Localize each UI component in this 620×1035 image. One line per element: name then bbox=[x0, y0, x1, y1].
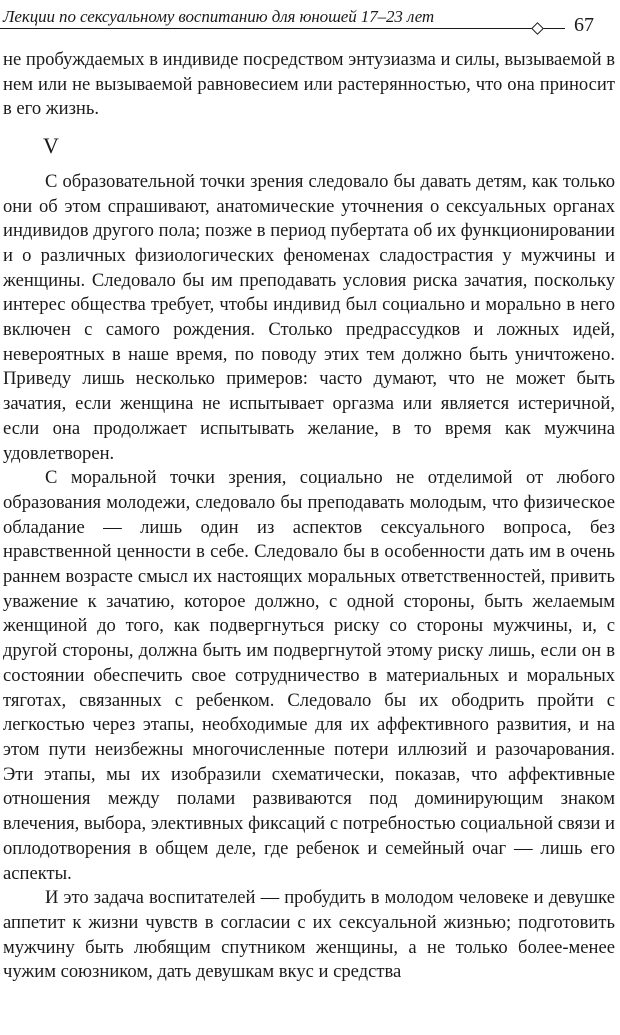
section-heading: V bbox=[43, 133, 59, 159]
paragraph: С образовательной точки зрения следовало бы давать детям, как только они об этом спрашивают, анатомические уточнения о сексуальных органах индивидов другого пола; позже в период пубертата об их функционировании и о различных физиологических феноменах сладострастия у мужчины и женщины. Следовало бы им преподавать условия риска зачатия, поскольку интерес общества требует, чтобы индивид был социально и морально в него включен с самого рождения. Столько предрассудков и ложных идей, невероятных в наше время, по поводу этих тем должно быть уничтожено. Приведу лишь несколько примеров: часто думают, что не может быть зачатия, если женщина не испытывает оргазма или является истеричной, если она продолжает испытывать желание, в то время как мужчина удовлетворен. bbox=[3, 170, 615, 464]
paragraph-continued: не пробуждаемых в индивиде посредством энтузиазма и силы, вызываемой в нем или не вызываемой равновесием или растерянностью, что она приносит в его жизнь. bbox=[3, 49, 615, 120]
paragraph: С моральной точки зрения, социально не отделимой от любого образования молодежи, следовало бы преподавать молодым, что физическое обладание — лишь один из аспектов сексуального вопроса, без нравственной ценности в себе. Следовало бы в особенности дать им в очень раннем возрасте смысл их настоящих моральных ответственностей, привить уважение к зачатию, которое должно, с одной стороны, быть желаемым женщиной до того, как подвергнуться риску со стороны мужчины, и, с другой стороны, должна быть им подвергнутой этому риску лишь, если он в состоянии обеспечить свое сотрудничество в материальных и моральных тяготах, связанных с ребенком. Следовало бы их ободрить пройти с легкостью через этапы, необходимые для их аффективного развития, и на этом пути неизбежны многочисленные потери иллюзий и разочарования. Эти этапы, мы их изобразили схематически, показав, что аффективные отношения между полами развиваются под доминирующим знаком влечения, выбора, элективных фиксаций с потребностью социальной связи и оплодотворения в общем деле, где ребенок и семейный очаг — лишь его аспекты. bbox=[3, 467, 615, 884]
header-rule bbox=[0, 28, 565, 29]
page-number: 67 bbox=[574, 14, 594, 36]
running-title: Лекции по сексуальному воспитанию для юношей 17–23 лет bbox=[3, 7, 435, 26]
body-text bbox=[3, 48, 615, 985]
running-header bbox=[0, 6, 620, 36]
paragraph: И это задача воспитателей — пробудить в молодом человеке и девушке аппетит к жизни чувств в согласии с их сексуальной жизнью; подготовить мужчину быть любящим спутником женщины, а не только более-менее чужим союзником, дать девушкам вкус и средства bbox=[3, 887, 615, 983]
diamond-ornament-icon bbox=[531, 22, 544, 35]
